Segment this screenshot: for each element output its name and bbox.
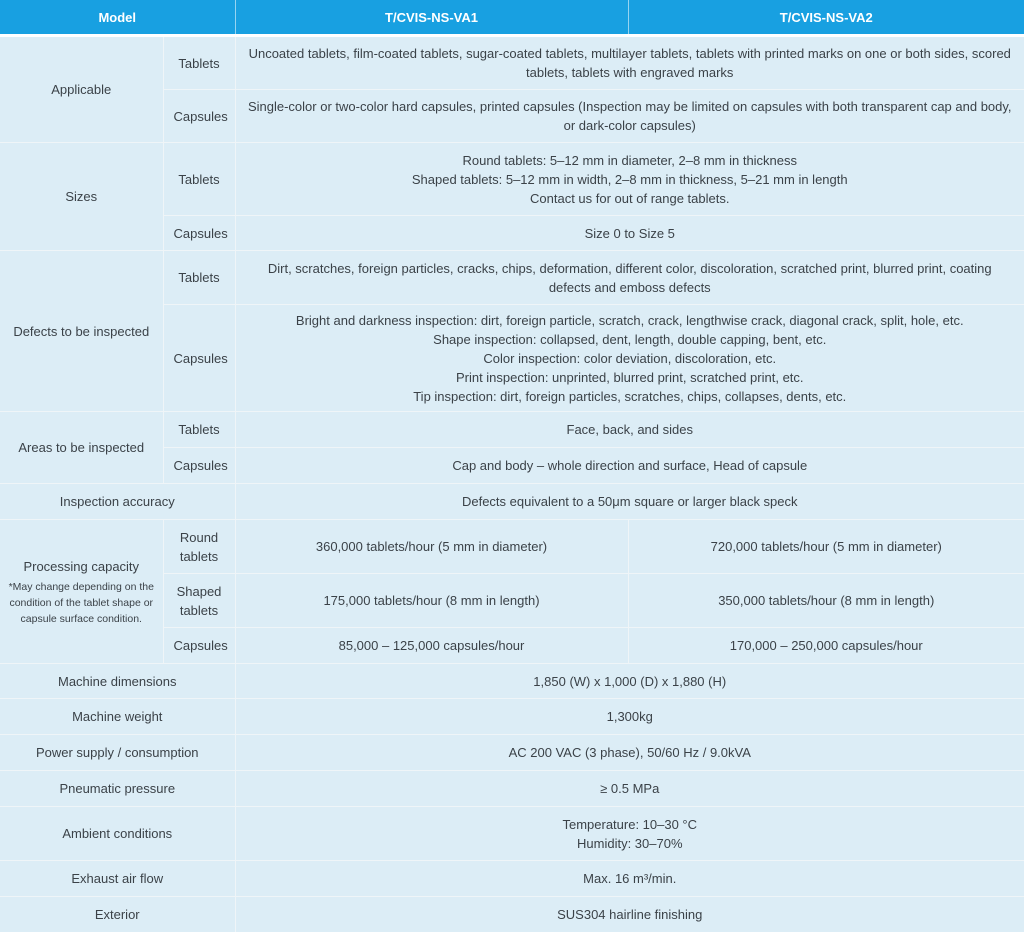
defects-tablets-sublabel: Tablets (163, 251, 235, 305)
defects-label: Defects to be inspected (0, 251, 163, 412)
table-row (0, 251, 1024, 305)
sizes-tablets-sublabel: Tablets (163, 143, 235, 216)
table-row (0, 897, 1024, 932)
sizes-capsules-sublabel: Capsules (163, 216, 235, 251)
power-supply-value: AC 200 VAC (3 phase), 50/60 Hz / 9.0kVA (235, 735, 1024, 771)
sizes-capsules-value: Size 0 to Size 5 (235, 216, 1024, 251)
table-row (0, 807, 1024, 861)
header-model-va1: T/CVIS-NS-VA1 (235, 0, 628, 36)
table-row (0, 36, 1024, 90)
capacity-capsules-sublabel: Capsules (163, 628, 235, 664)
exhaust-air-flow-value: Max. 16 m³/min. (235, 861, 1024, 897)
header-model-va2: T/CVIS-NS-VA2 (628, 0, 1024, 36)
sizes-tablets-line: Shaped tablets: 5–12 mm in width, 2–8 mm in thickness, 5–21 mm in length (411, 171, 848, 187)
ambient-conditions-line: Humidity: 30–70% (577, 835, 683, 851)
defects-capsules-line: Bright and darkness inspection: dirt, foreign particle, scratch, crack, lengthwise crack, diagonal crack, split, hole, etc. (295, 312, 964, 328)
table-row (0, 699, 1024, 735)
exterior-label: Exterior (0, 897, 235, 932)
ambient-conditions-label: Ambient conditions (0, 807, 235, 861)
table-row (0, 771, 1024, 807)
areas-capsules-sublabel: Capsules (163, 448, 235, 484)
table-row (0, 735, 1024, 771)
defects-tablets-value: Dirt, scratches, foreign particles, cracks, chips, deformation, different color, discoloration, scratched print, blurred print, coating defects and emboss defects (235, 251, 1024, 305)
table-row (0, 664, 1024, 699)
capacity-shaped-va2-value: 350,000 tablets/hour (8 mm in length) (628, 574, 1024, 628)
capacity-round-sublabel: Round tablets (163, 520, 235, 574)
machine-weight-label: Machine weight (0, 699, 235, 735)
applicable-capsules-value: Single-color or two-color hard capsules, printed capsules (Inspection may be limited on capsules with both transparent cap and body, or dark-color capsules) (235, 90, 1024, 143)
exterior-value: SUS304 hairline finishing (235, 897, 1024, 932)
capacity-label: Processing capacity (23, 558, 140, 574)
areas-label: Areas to be inspected (0, 412, 163, 484)
defects-capsules-line: Print inspection: unprinted, blurred print, scratched print, etc. (455, 369, 804, 385)
capacity-note: *May change depending on the condition of the tablet shape or capsule surface condition. (8, 580, 154, 625)
header-model: Model (0, 0, 235, 36)
capacity-shaped-sublabel: Shaped tablets (163, 574, 235, 628)
table-row (0, 143, 1024, 216)
pneumatic-pressure-value: ≥ 0.5 MPa (235, 771, 1024, 807)
defects-capsules-line: Color inspection: color deviation, discoloration, etc. (483, 350, 777, 366)
pneumatic-pressure-label: Pneumatic pressure (0, 771, 235, 807)
defects-capsules-line: Tip inspection: dirt, foreign particles, scratches, chips, collapses, dents, etc. (413, 388, 847, 404)
sizes-tablets-line: Round tablets: 5–12 mm in diameter, 2–8 mm in thickness (462, 152, 798, 168)
sizes-tablets-line: Contact us for out of range tablets. (530, 190, 730, 206)
capacity-capsules-va2-value: 170,000 – 250,000 capsules/hour (628, 628, 1024, 664)
table-row (0, 484, 1024, 520)
defects-capsules-line: Shape inspection: collapsed, dent, length, double capping, bent, etc. (433, 331, 827, 347)
accuracy-label: Inspection accuracy (0, 484, 235, 520)
areas-tablets-value: Face, back, and sides (235, 412, 1024, 448)
ambient-conditions-value (235, 807, 1024, 861)
ambient-conditions-line: Temperature: 10–30 °C (562, 816, 698, 832)
areas-capsules-value: Cap and body – whole direction and surface, Head of capsule (235, 448, 1024, 484)
sizes-label: Sizes (0, 143, 163, 251)
defects-capsules-sublabel: Capsules (163, 305, 235, 412)
areas-tablets-sublabel: Tablets (163, 412, 235, 448)
defects-capsules-value (235, 305, 1024, 412)
applicable-tablets-value: Uncoated tablets, film-coated tablets, sugar-coated tablets, multilayer tablets, tablets with printed marks on one or both sides, scored tablets, tablets with engraved marks (235, 36, 1024, 90)
applicable-capsules-sublabel: Capsules (163, 90, 235, 143)
accuracy-value: Defects equivalent to a 50μm square or larger black speck (235, 484, 1024, 520)
machine-weight-value: 1,300kg (235, 699, 1024, 735)
applicable-label: Applicable (0, 36, 163, 143)
capacity-label-cell (0, 520, 163, 664)
capacity-capsules-va1-value: 85,000 – 125,000 capsules/hour (235, 628, 628, 664)
exhaust-air-flow-label: Exhaust air flow (0, 861, 235, 897)
capacity-shaped-va1-value: 175,000 tablets/hour (8 mm in length) (235, 574, 628, 628)
applicable-tablets-sublabel: Tablets (163, 36, 235, 90)
capacity-round-va1-value: 360,000 tablets/hour (5 mm in diameter) (235, 520, 628, 574)
table-row (0, 520, 1024, 574)
machine-dimensions-label: Machine dimensions (0, 664, 235, 699)
table-row (0, 412, 1024, 448)
table-row (0, 861, 1024, 897)
header-row (0, 0, 1024, 36)
capacity-round-va2-value: 720,000 tablets/hour (5 mm in diameter) (628, 520, 1024, 574)
sizes-tablets-value (235, 143, 1024, 216)
machine-dimensions-value: 1,850 (W) x 1,000 (D) x 1,880 (H) (235, 664, 1024, 699)
power-supply-label: Power supply / consumption (0, 735, 235, 771)
